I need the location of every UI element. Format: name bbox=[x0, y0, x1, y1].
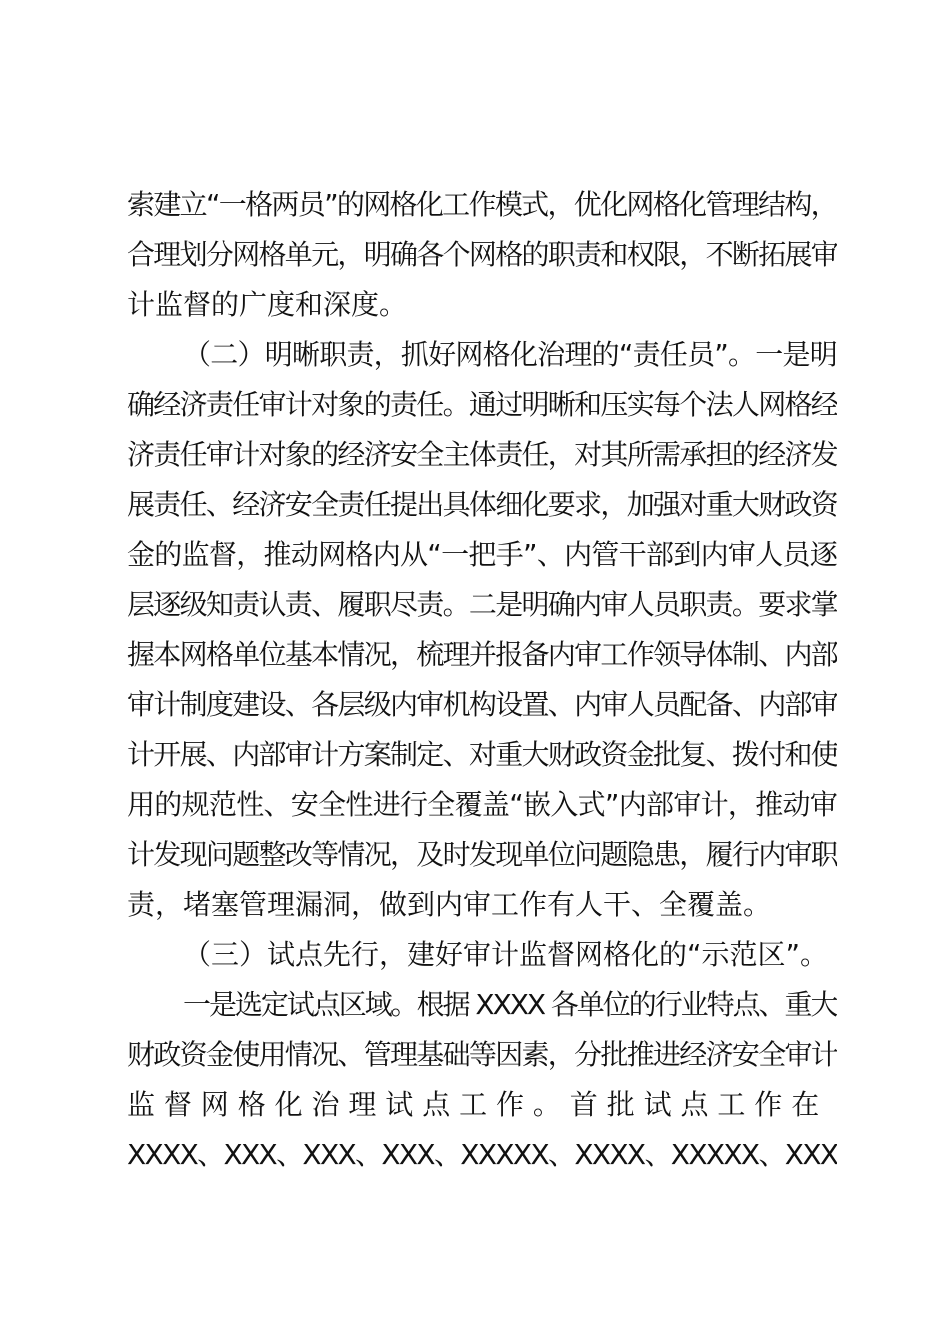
text-line-10: 握本网格单位基本情况，梳理并报备内审工作领导体制、内部 bbox=[127, 638, 837, 671]
text-line-13: 用的规范性、安全性进行全覆盖“嵌入式”内部审计，推动审 bbox=[127, 788, 837, 821]
text-line-19: 监 督 网 格 化 治 理 试 点 工 作 。 首 批 试 点 工 作 在 bbox=[127, 1088, 820, 1121]
text-line-8: 金的监督，推动网格内从“一把手”、内管干部到内审人员逐 bbox=[127, 538, 837, 571]
text-line-3: 计监督的广度和深度。 bbox=[127, 288, 408, 321]
text-line-12: 计开展、内部审计方案制定、对重大财政资金批复、拨付和使 bbox=[127, 738, 837, 771]
text-line-9: 层逐级知责认责、履职尽责。二是明确内审人员职责。要求掌 bbox=[127, 588, 837, 621]
text-line-7: 展责任、经济安全责任提出具体细化要求，加强对重大财政资 bbox=[127, 488, 837, 521]
document-body bbox=[127, 180, 837, 1180]
text-line-14: 计发现问题整改等情况，及时发现单位问题隐患，履行内审职 bbox=[127, 838, 837, 871]
text-line-5: 确经济责任审计对象的责任。通过明晰和压实每个法人网格经 bbox=[127, 388, 837, 421]
text-line-1: 索建立“一格两员”的网格化工作模式，优化网格化管理结构， bbox=[127, 188, 837, 221]
text-line-2: 合理划分网格单元，明确各个网格的职责和权限，不断拓展审 bbox=[127, 238, 837, 271]
text-line-17: 一是选定试点区域。根据 XXXX 各单位的行业特点、重大 bbox=[183, 988, 837, 1021]
text-line-15: 责，堵塞管理漏洞，做到内审工作有人干、全覆盖。 bbox=[127, 888, 772, 921]
section-heading-2: （二）明晰职责，抓好网格化治理的“责任员”。一是明 bbox=[183, 338, 837, 371]
section-heading-3: （三）试点先行，建好审计监督网格化的“示范区”。 bbox=[183, 938, 829, 971]
text-line-11: 审计制度建设、各层级内审机构设置、内审人员配备、内部审 bbox=[127, 688, 837, 721]
text-line-6: 济责任审计对象的经济安全主体责任，对其所需承担的经济发 bbox=[127, 438, 837, 471]
text-line-20: XXXX、XXX、XXX、XXX、XXXXX、XXXX、XXXXX、XXX bbox=[127, 1138, 837, 1171]
text-line-18: 财政资金使用情况、管理基础等因素，分批推进经济安全审计 bbox=[127, 1038, 837, 1071]
